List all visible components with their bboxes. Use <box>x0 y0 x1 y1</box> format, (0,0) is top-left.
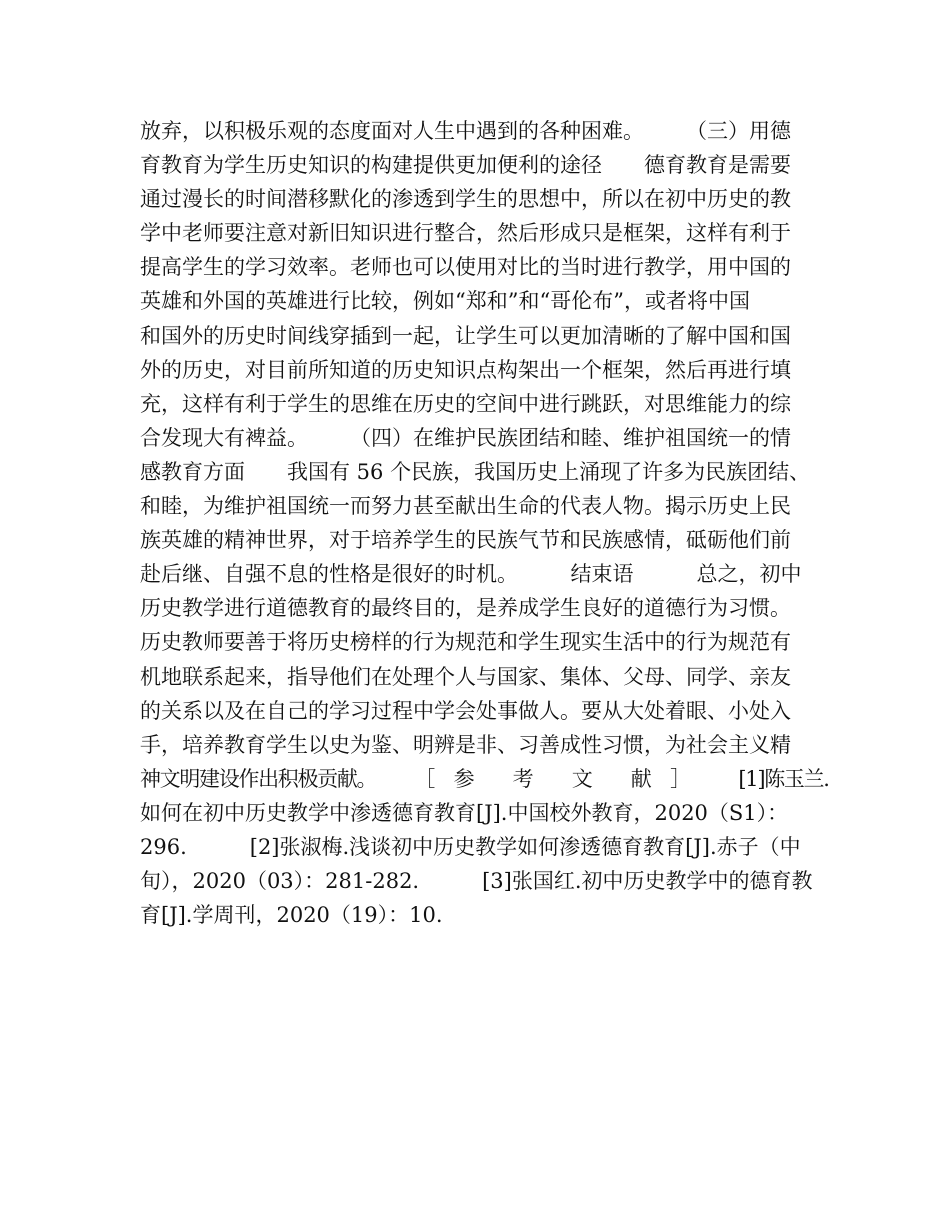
text-line: 神文明建设作出积极贡献。 ［ 参 考 文 献 ］ [1]陈玉兰. <box>140 766 829 791</box>
text-line: 育教育为学生历史知识的构建提供更加便利的途径 德育教育是需要 <box>140 153 791 178</box>
text-line: 如何在初中历史教学中渗透德育教育[J].中国校外教育，2020（S1）： <box>140 800 789 825</box>
text-line: 和睦，为维护祖国统一而努力甚至献出生命的代表人物。揭示历史上民 <box>140 494 791 519</box>
body-text <box>140 114 830 932</box>
text-line: 通过漫长的时间潜移默化的渗透到学生的思想中，所以在初中历史的教 <box>140 187 791 212</box>
text-line: 外的历史，对目前所知道的历史知识点构架出一个框架，然后再进行填 <box>140 357 791 382</box>
text-line: 充，这样有利于学生的思维在历史的空间中进行跳跃，对思维能力的综 <box>140 391 791 416</box>
text-line: 旬），2020（03）：281-282. [3]张国红.初中历史教学中的德育教 <box>140 869 813 894</box>
text-line: 机地联系起来，指导他们在处理个人与国家、集体、父母、同学、亲友 <box>140 664 791 689</box>
text-line: 赴后继、自强不息的性格是很好的时机。 结束语 总之，初中 <box>140 562 802 587</box>
text-line: 合发现大有裨益。 （四）在维护民族团结和睦、维护祖国统一的情 <box>140 425 791 450</box>
text-line: 和国外的历史时间线穿插到一起，让学生可以更加清晰的了解中国和国 <box>140 323 791 348</box>
text-line: 手，培养教育学生以史为鉴、明辨是非、习善成性习惯，为社会主义精 <box>140 732 791 757</box>
text-line: 感教育方面 我国有 56 个民族，我国历史上涌现了许多为民族团结、 <box>140 459 811 484</box>
text-line: 族英雄的精神世界，对于培养学生的民族气节和民族感情，砥砺他们前 <box>140 528 791 553</box>
text-line: 296. [2]张淑梅.浅谈初中历史教学如何渗透德育教育[J].赤子（中 <box>140 834 801 859</box>
text-line: 放弃，以积极乐观的态度面对人生中遇到的各种困难。 （三）用德 <box>140 119 791 143</box>
text-line: 历史教学进行道德教育的最终目的，是养成学生良好的道德行为习惯。 <box>140 596 791 621</box>
text-line: 育[J].学周刊，2020（19）：10. <box>140 903 443 928</box>
text-line: 提高学生的学习效率。老师也可以使用对比的当时进行教学，用中国的 <box>140 255 791 280</box>
text-line: 学中老师要注意对新旧知识进行整合，然后形成只是框架，这样有利于 <box>140 221 791 246</box>
text-line: 英雄和外国的英雄进行比较，例如“郑和”和“哥伦布”，或者将中国 <box>140 289 750 314</box>
text-line: 的关系以及在自己的学习过程中学会处事做人。要从大处着眼、小处入 <box>140 698 791 723</box>
text-line: 历史教师要善于将历史榜样的行为规范和学生现实生活中的行为规范有 <box>140 630 791 655</box>
